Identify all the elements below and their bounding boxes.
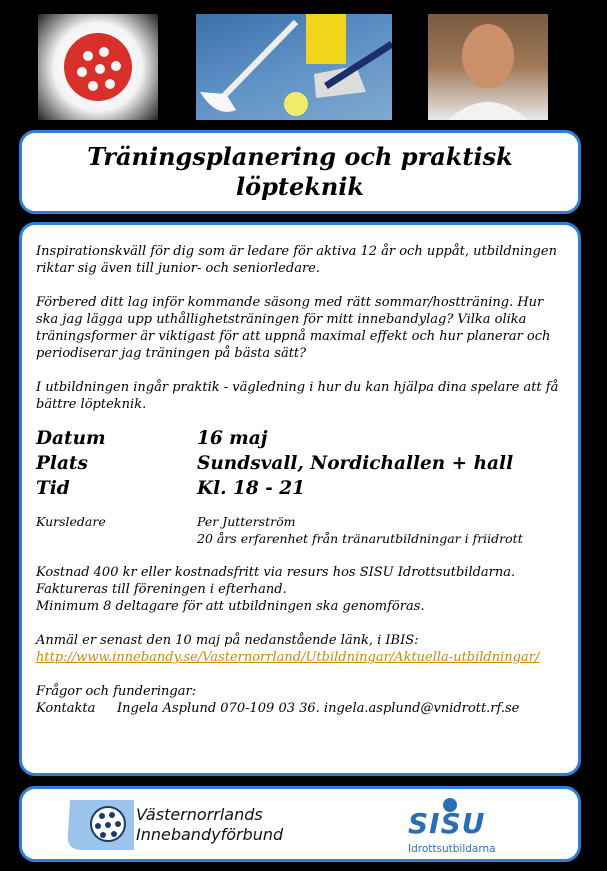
- detail-value: 16 maj: [197, 428, 268, 449]
- prep-text: Förbered ditt lag inför kommande säsong med rätt sommar/hostträning. Hur ska jag lägga upp uthållighetsträningen för mitt innebandylag? Vilka olika träningsformer är viktigast för att uppnå maximal effekt och hur planerar och periodiserar jag träningen på bästa sätt?: [36, 295, 551, 361]
- signup-info: [36, 632, 564, 666]
- course-leader: [36, 513, 564, 547]
- floorball-photo: [38, 14, 158, 120]
- info-box: [19, 222, 581, 776]
- detail-value: Sundsvall, Nordichallen + hall: [197, 453, 514, 474]
- title-box: [19, 130, 581, 214]
- logo-line: Innebandyförbund: [136, 825, 284, 844]
- innebandy-logo-icon: [64, 796, 138, 854]
- detail-row-place: [36, 451, 564, 476]
- signup-link[interactable]: http://www.innebandy.se/Vasternorrland/Utbildningar/Aktuella-utbildningar/: [36, 650, 540, 665]
- detail-label: Tid: [36, 478, 70, 499]
- logo-box: [19, 786, 581, 862]
- detail-row-date: [36, 426, 564, 451]
- practice-text: I utbildningen ingår praktik - vägledning i hur du kan hjälpa dina spelare att få bättre löpteknik.: [36, 380, 559, 412]
- questions-text: Frågor och funderingar:: [36, 684, 197, 699]
- cost-info: [36, 564, 564, 615]
- floorball-icon: [38, 14, 158, 120]
- leader-bio: 20 års erfarenhet från tränarutbildningar i friidrott: [197, 531, 523, 546]
- billing-line: Faktureras till föreningen i efterhand.: [36, 582, 287, 597]
- detail-label: Datum: [36, 428, 106, 449]
- detail-label: Plats: [36, 453, 88, 474]
- leader-label: Kursledare: [36, 514, 106, 529]
- contact-text: Ingela Asplund 070-109 03 36. ingela.asplund@vnidrott.rf.se: [117, 701, 520, 716]
- floorball-stick-icon: [196, 14, 392, 120]
- detail-row-time: [36, 476, 564, 501]
- innebandy-logo-text: [136, 805, 283, 845]
- floorball-action-photo: [196, 14, 392, 120]
- signup-text: Anmäl er senast den 10 maj på nedanstående länk, i IBIS:: [36, 633, 419, 648]
- page-title: Träningsplanering och praktisk löpteknik: [87, 142, 513, 201]
- sisu-logo: [408, 797, 528, 857]
- intro-text: Inspirationskväll för dig som är ledare för aktiva 12 år och uppåt, utbildningen riktar sig även till junior- och seniorledare.: [36, 244, 557, 276]
- sisu-subtitle: Idrottsutbildarna: [408, 843, 496, 855]
- course-leader-portrait: [428, 14, 548, 120]
- contact-label: Kontakta: [36, 701, 96, 716]
- portrait-icon: [428, 14, 548, 120]
- contact-row: [36, 700, 564, 717]
- detail-value: Kl. 18 - 21: [197, 478, 306, 499]
- minimum-line: Minimum 8 deltagare för att utbildningen ska genomföras.: [36, 599, 425, 614]
- leader-name: Per Jutterström: [197, 514, 296, 529]
- sisu-wordmark: SISU: [408, 807, 486, 840]
- cost-line: Kostnad 400 kr eller kostnadsfritt via resurs hos SISU Idrottsutbildarna.: [36, 565, 516, 580]
- logo-line: Västernorrlands: [136, 805, 263, 824]
